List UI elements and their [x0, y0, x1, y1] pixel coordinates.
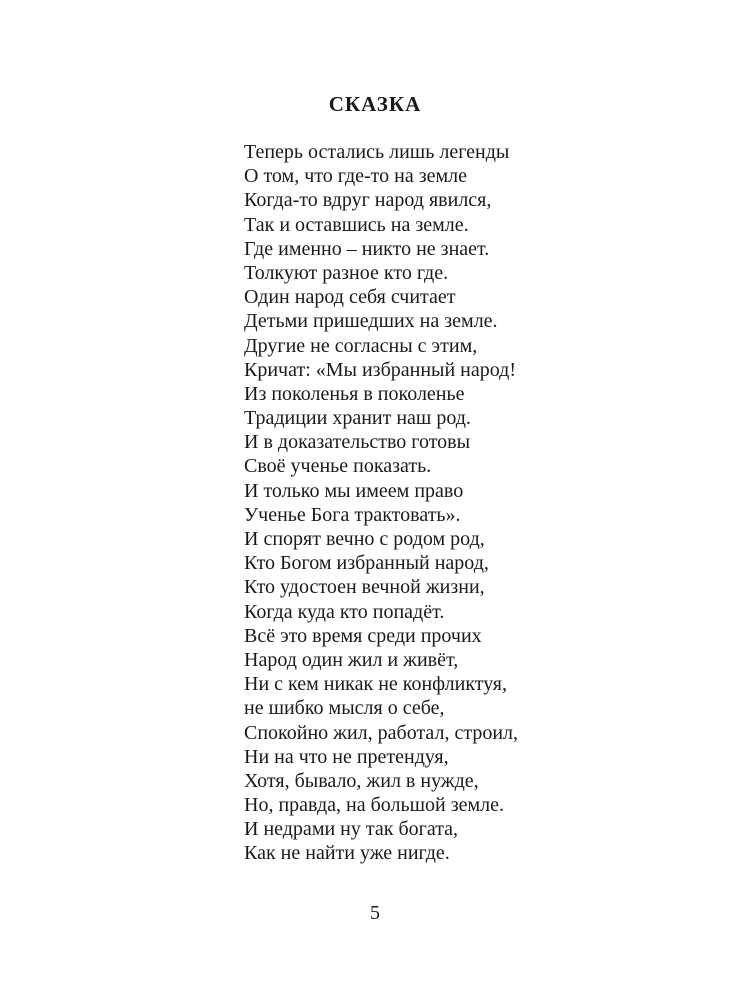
poem-line: Как не найти уже нигде. — [244, 842, 450, 865]
poem-line: Когда-то вдруг народ явился, — [244, 189, 492, 212]
poem-body — [244, 140, 518, 866]
poem-line: не шибко мысля о себе, — [244, 697, 445, 720]
poem-line: О том, что где-то на земле — [244, 165, 467, 188]
poem-line: Всё это время среди прочих — [244, 624, 482, 647]
poem-line: Другие не согласны с этим, — [244, 334, 478, 357]
poem-line: Ученье Бога трактовать». — [244, 503, 461, 526]
poem-line: И в доказательство готовы — [244, 431, 471, 454]
poem-line: Традиции хранит наш род. — [244, 407, 471, 430]
poem-line: Когда куда кто попадёт. — [244, 600, 445, 623]
poem-line: Своё ученье показать. — [244, 455, 432, 478]
poem-line: И спорят вечно с родом род, — [244, 528, 485, 550]
poem-line: Кто Богом избранный народ, — [244, 552, 489, 575]
poem-line: И недрами ну так богата, — [244, 818, 459, 841]
poem-line: Из поколенья в поколенье — [244, 382, 465, 405]
poem-line: Где именно – никто не знает. — [244, 237, 490, 260]
poem-line: Кричат: «Мы избранный народ! — [244, 358, 517, 381]
poem-line: Кто удостоен вечной жизни, — [244, 576, 485, 599]
poem-line: Теперь остались лишь легенды — [244, 141, 510, 163]
poem-line: Спокойно жил, работал, строил, — [244, 721, 519, 744]
poem-line: Толкуют разное кто где. — [244, 261, 449, 284]
poem-line: Один народ себя считает — [244, 286, 456, 309]
page-title: СКАЗКА — [328, 92, 422, 116]
poem-line: Народ один жил и живёт, — [244, 648, 459, 671]
poem-line: Но, правда, на большой земле. — [244, 794, 505, 817]
page-number: 5 — [370, 902, 380, 924]
poem-line: Так и оставшись на земле. — [244, 213, 469, 236]
poem-line: Детьми пришедших на земле. — [244, 310, 498, 333]
poem-line: Хотя, бывало, жил в нужде, — [244, 769, 479, 792]
poem-line: И только мы имеем право — [244, 479, 464, 502]
poem-line: Ни с кем никак не конфликтуя, — [244, 673, 507, 696]
poem-line: Ни на что не претендуя, — [244, 745, 449, 768]
